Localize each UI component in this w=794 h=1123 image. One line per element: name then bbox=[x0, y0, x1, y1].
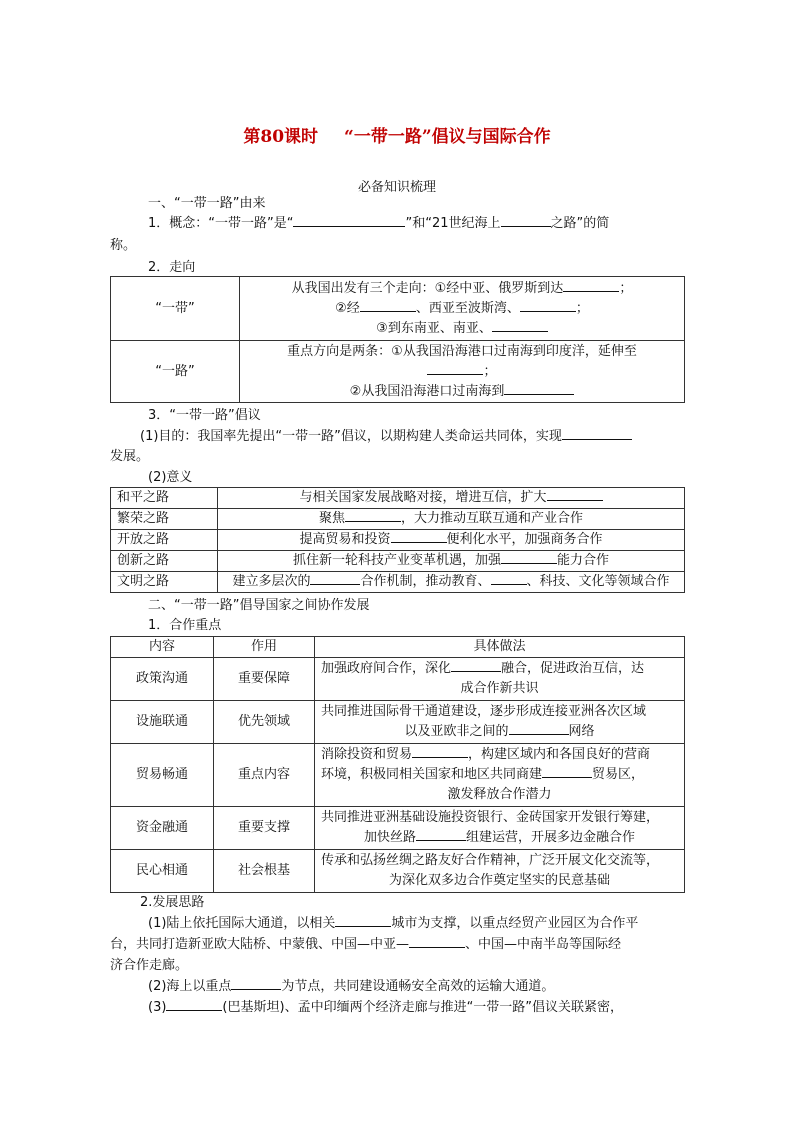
fill-blank[interactable] bbox=[345, 509, 401, 522]
fill-blank[interactable] bbox=[293, 214, 405, 227]
idea1-line-2 bbox=[110, 935, 690, 955]
belt-label: “一带” bbox=[111, 277, 240, 341]
detail-text: 为深化双多边合作奠定坚实的民意基础 bbox=[388, 873, 610, 888]
initiative-heading: 3．“一带一路”倡议 bbox=[148, 408, 261, 423]
concept-line bbox=[148, 214, 728, 234]
table-row bbox=[111, 551, 685, 572]
fill-blank[interactable] bbox=[491, 572, 527, 585]
detail-text: 网络 bbox=[568, 724, 595, 739]
row-detail bbox=[315, 701, 685, 744]
cooperation-table bbox=[110, 636, 685, 893]
idea-heading: 2.发展思路 bbox=[140, 895, 205, 910]
meaning-text: 抓住新一轮科技产业变革机遇，加强 bbox=[292, 553, 501, 568]
fill-blank[interactable] bbox=[547, 488, 603, 501]
meaning-detail bbox=[218, 572, 685, 593]
meaning-text: 建立多层次的 bbox=[232, 574, 311, 589]
meaning-text: 与相关国家发展战略对接，增进互信，扩大 bbox=[299, 490, 547, 505]
fill-blank[interactable] bbox=[542, 765, 592, 778]
idea-text: (巴基斯坦)、孟中印缅两个经济走廊与推进“一带一路”倡议关联紧密， bbox=[222, 1000, 624, 1015]
fill-blank[interactable] bbox=[451, 659, 501, 672]
column-header: 内容 bbox=[111, 637, 214, 658]
meaning-text: 合作机制，推动教育、 bbox=[360, 574, 491, 589]
idea2-line bbox=[148, 977, 728, 997]
meaning-table bbox=[110, 487, 685, 593]
belt-line-2: ②经 bbox=[335, 300, 360, 316]
purpose-line bbox=[140, 427, 720, 447]
row-role: 社会根基 bbox=[214, 850, 315, 893]
detail-text: 以及亚欧非之间的 bbox=[404, 724, 509, 739]
meaning-detail bbox=[218, 530, 685, 551]
meaning-detail bbox=[218, 551, 685, 572]
idea1-line-3: 济合作走廊。 bbox=[110, 958, 189, 973]
detail-text: 共同推进国际骨干通道建设，逐步形成连接亚洲各次区域 bbox=[321, 704, 647, 719]
detail-text: 激发释放合作潜力 bbox=[447, 787, 552, 802]
road-label: “一路” bbox=[111, 341, 240, 403]
fill-blank[interactable] bbox=[562, 427, 632, 440]
fill-blank[interactable] bbox=[427, 362, 483, 375]
fill-blank[interactable] bbox=[391, 530, 447, 543]
column-header: 具体做法 bbox=[315, 637, 685, 658]
row-content: 资金融通 bbox=[111, 807, 214, 850]
part2-heading: 二、“一带一路”倡导国家之间协作发展 bbox=[148, 598, 370, 613]
row-detail bbox=[315, 807, 685, 850]
row-content: 贸易畅通 bbox=[111, 744, 214, 807]
title-main: “一带一路”倡议与国际合作 bbox=[344, 127, 551, 147]
road-line-1: 重点方向是两条：①从我国沿海港口过南海到印度洋，延伸至 bbox=[287, 343, 637, 359]
row-detail bbox=[315, 744, 685, 807]
detail-text: ，构建区域内和各国良好的营商 bbox=[468, 747, 651, 762]
fill-blank[interactable] bbox=[416, 828, 466, 841]
table-row bbox=[111, 658, 685, 701]
fill-blank[interactable] bbox=[563, 279, 619, 292]
detail-text: 贸易区， bbox=[592, 767, 645, 782]
belt-detail: 从我国出发有三个走向：①经中亚、俄罗斯到达 ； ②经 、西亚至波斯湾、 ； ③到东南亚、南亚、 bbox=[240, 277, 685, 341]
row-role: 优先领域 bbox=[214, 701, 315, 744]
row-detail bbox=[315, 850, 685, 893]
concept-text-b: ”和“21世纪海上 bbox=[405, 216, 501, 231]
belt-line-1: 从我国出发有三个走向：①经中亚、俄罗斯到达 bbox=[291, 280, 564, 296]
belt-line-2b: 、西亚至波斯湾、 bbox=[415, 300, 520, 316]
fill-blank[interactable] bbox=[509, 722, 569, 735]
meaning-name: 文明之路 bbox=[111, 572, 218, 593]
meaning-name: 创新之路 bbox=[111, 551, 218, 572]
fill-blank[interactable] bbox=[166, 998, 222, 1011]
meaning-text: 聚焦 bbox=[318, 511, 345, 526]
focus-heading: 1．合作重点 bbox=[148, 618, 222, 633]
row-role: 重要保障 bbox=[214, 658, 315, 701]
direction-table bbox=[110, 276, 685, 403]
direction-heading: 2．走向 bbox=[148, 260, 196, 275]
detail-text: 消除投资和贸易 bbox=[321, 747, 413, 762]
concept-text-a: 1．概念：“一带一路”是“ bbox=[148, 216, 294, 231]
page-title bbox=[0, 122, 794, 147]
idea-text: 台，共同打造新亚欧大陆桥、中蒙俄、中国—中亚— bbox=[110, 937, 410, 952]
purpose-line-2: 发展。 bbox=[110, 449, 150, 464]
fill-blank[interactable] bbox=[501, 214, 551, 227]
idea-text: (3) bbox=[148, 1000, 167, 1015]
column-header: 作用 bbox=[214, 637, 315, 658]
fill-blank[interactable] bbox=[501, 551, 557, 564]
meaning-text: ，大力推动互联互通和产业合作 bbox=[401, 511, 584, 526]
table-row bbox=[111, 807, 685, 850]
meaning-detail bbox=[218, 488, 685, 509]
detail-text: 成合作新共识 bbox=[460, 681, 539, 696]
table-row bbox=[111, 530, 685, 551]
idea3-line bbox=[148, 998, 728, 1018]
row-content: 设施联通 bbox=[111, 701, 214, 744]
idea-text: (1)陆上依托国际大通道，以相关 bbox=[148, 916, 336, 931]
purpose-text: (1)目的：我国率先提出“一带一路”倡议，以期构建人类命运共同体，实现 bbox=[140, 429, 562, 444]
meaning-text: 提高贸易和投资 bbox=[299, 532, 391, 547]
idea-text: 城市为支撑，以重点经贸产业园区为合作平 bbox=[391, 916, 639, 931]
fill-blank[interactable] bbox=[310, 572, 360, 585]
row-content: 政策沟通 bbox=[111, 658, 214, 701]
row-detail bbox=[315, 658, 685, 701]
detail-text: 传承和弘扬丝绸之路友好合作精神，广泛开展文化交流等， bbox=[321, 853, 660, 868]
meaning-detail bbox=[218, 509, 685, 530]
meaning-name: 和平之路 bbox=[111, 488, 218, 509]
part1-heading: 一、“一带一路”由来 bbox=[148, 196, 266, 211]
belt-line-3: ③到东南亚、南亚、 bbox=[376, 320, 492, 336]
fill-blank[interactable] bbox=[412, 745, 468, 758]
meaning-name: 繁荣之路 bbox=[111, 509, 218, 530]
table-row bbox=[111, 744, 685, 807]
fill-blank[interactable] bbox=[231, 977, 281, 990]
row-role: 重点内容 bbox=[214, 744, 315, 807]
row-role: 重要支撑 bbox=[214, 807, 315, 850]
table-row bbox=[111, 850, 685, 893]
table-row bbox=[111, 572, 685, 593]
detail-text: 共同推进亚洲基础设施投资银行、金砖国家开发银行筹建， bbox=[321, 810, 660, 825]
section-heading: 必备知识梳理 bbox=[357, 180, 436, 195]
concept-text-c: 之路”的简 bbox=[550, 216, 610, 231]
idea1-line bbox=[148, 914, 728, 934]
detail-text: 环境，积极同相关国家和地区共同商建 bbox=[321, 767, 543, 782]
detail-text: 融合，促进政治互信，达 bbox=[501, 661, 645, 676]
fill-blank[interactable] bbox=[409, 935, 465, 948]
title-prefix: 第80课时 bbox=[243, 127, 319, 147]
road-line-3: ②从我国沿海港口过南海到 bbox=[349, 383, 505, 399]
idea-text: 、中国—中南半岛等国际经 bbox=[465, 937, 622, 952]
idea-text: (2)海上以重点 bbox=[148, 979, 232, 994]
fill-blank[interactable] bbox=[492, 319, 548, 332]
road-detail: 重点方向是两条：①从我国沿海港口过南海到印度洋，延伸至 ； ②从我国沿海港口过南海到 bbox=[240, 341, 685, 403]
meaning-text: 、科技、文化等领域合作 bbox=[526, 574, 670, 589]
meaning-text: 便利化水平，加强商务合作 bbox=[446, 532, 603, 547]
table-row bbox=[111, 509, 685, 530]
fill-blank[interactable] bbox=[335, 914, 391, 927]
fill-blank[interactable] bbox=[504, 382, 574, 395]
meaning-name: 开放之路 bbox=[111, 530, 218, 551]
fill-blank[interactable] bbox=[520, 299, 576, 312]
table-row bbox=[111, 701, 685, 744]
concept-line-2: 称。 bbox=[110, 238, 137, 253]
meaning-heading: (2)意义 bbox=[148, 470, 193, 485]
meaning-text: 能力合作 bbox=[557, 553, 610, 568]
row-content: 民心相通 bbox=[111, 850, 214, 893]
table-row bbox=[111, 488, 685, 509]
table-header-row bbox=[111, 637, 685, 658]
idea-text: 为节点，共同建设通畅安全高效的运输大通道。 bbox=[281, 979, 555, 994]
detail-text: 加快丝路 bbox=[363, 830, 416, 845]
detail-text: 组建运营，开展多边金融合作 bbox=[466, 830, 636, 845]
fill-blank[interactable] bbox=[360, 299, 416, 312]
detail-text: 加强政府间合作，深化 bbox=[321, 661, 452, 676]
